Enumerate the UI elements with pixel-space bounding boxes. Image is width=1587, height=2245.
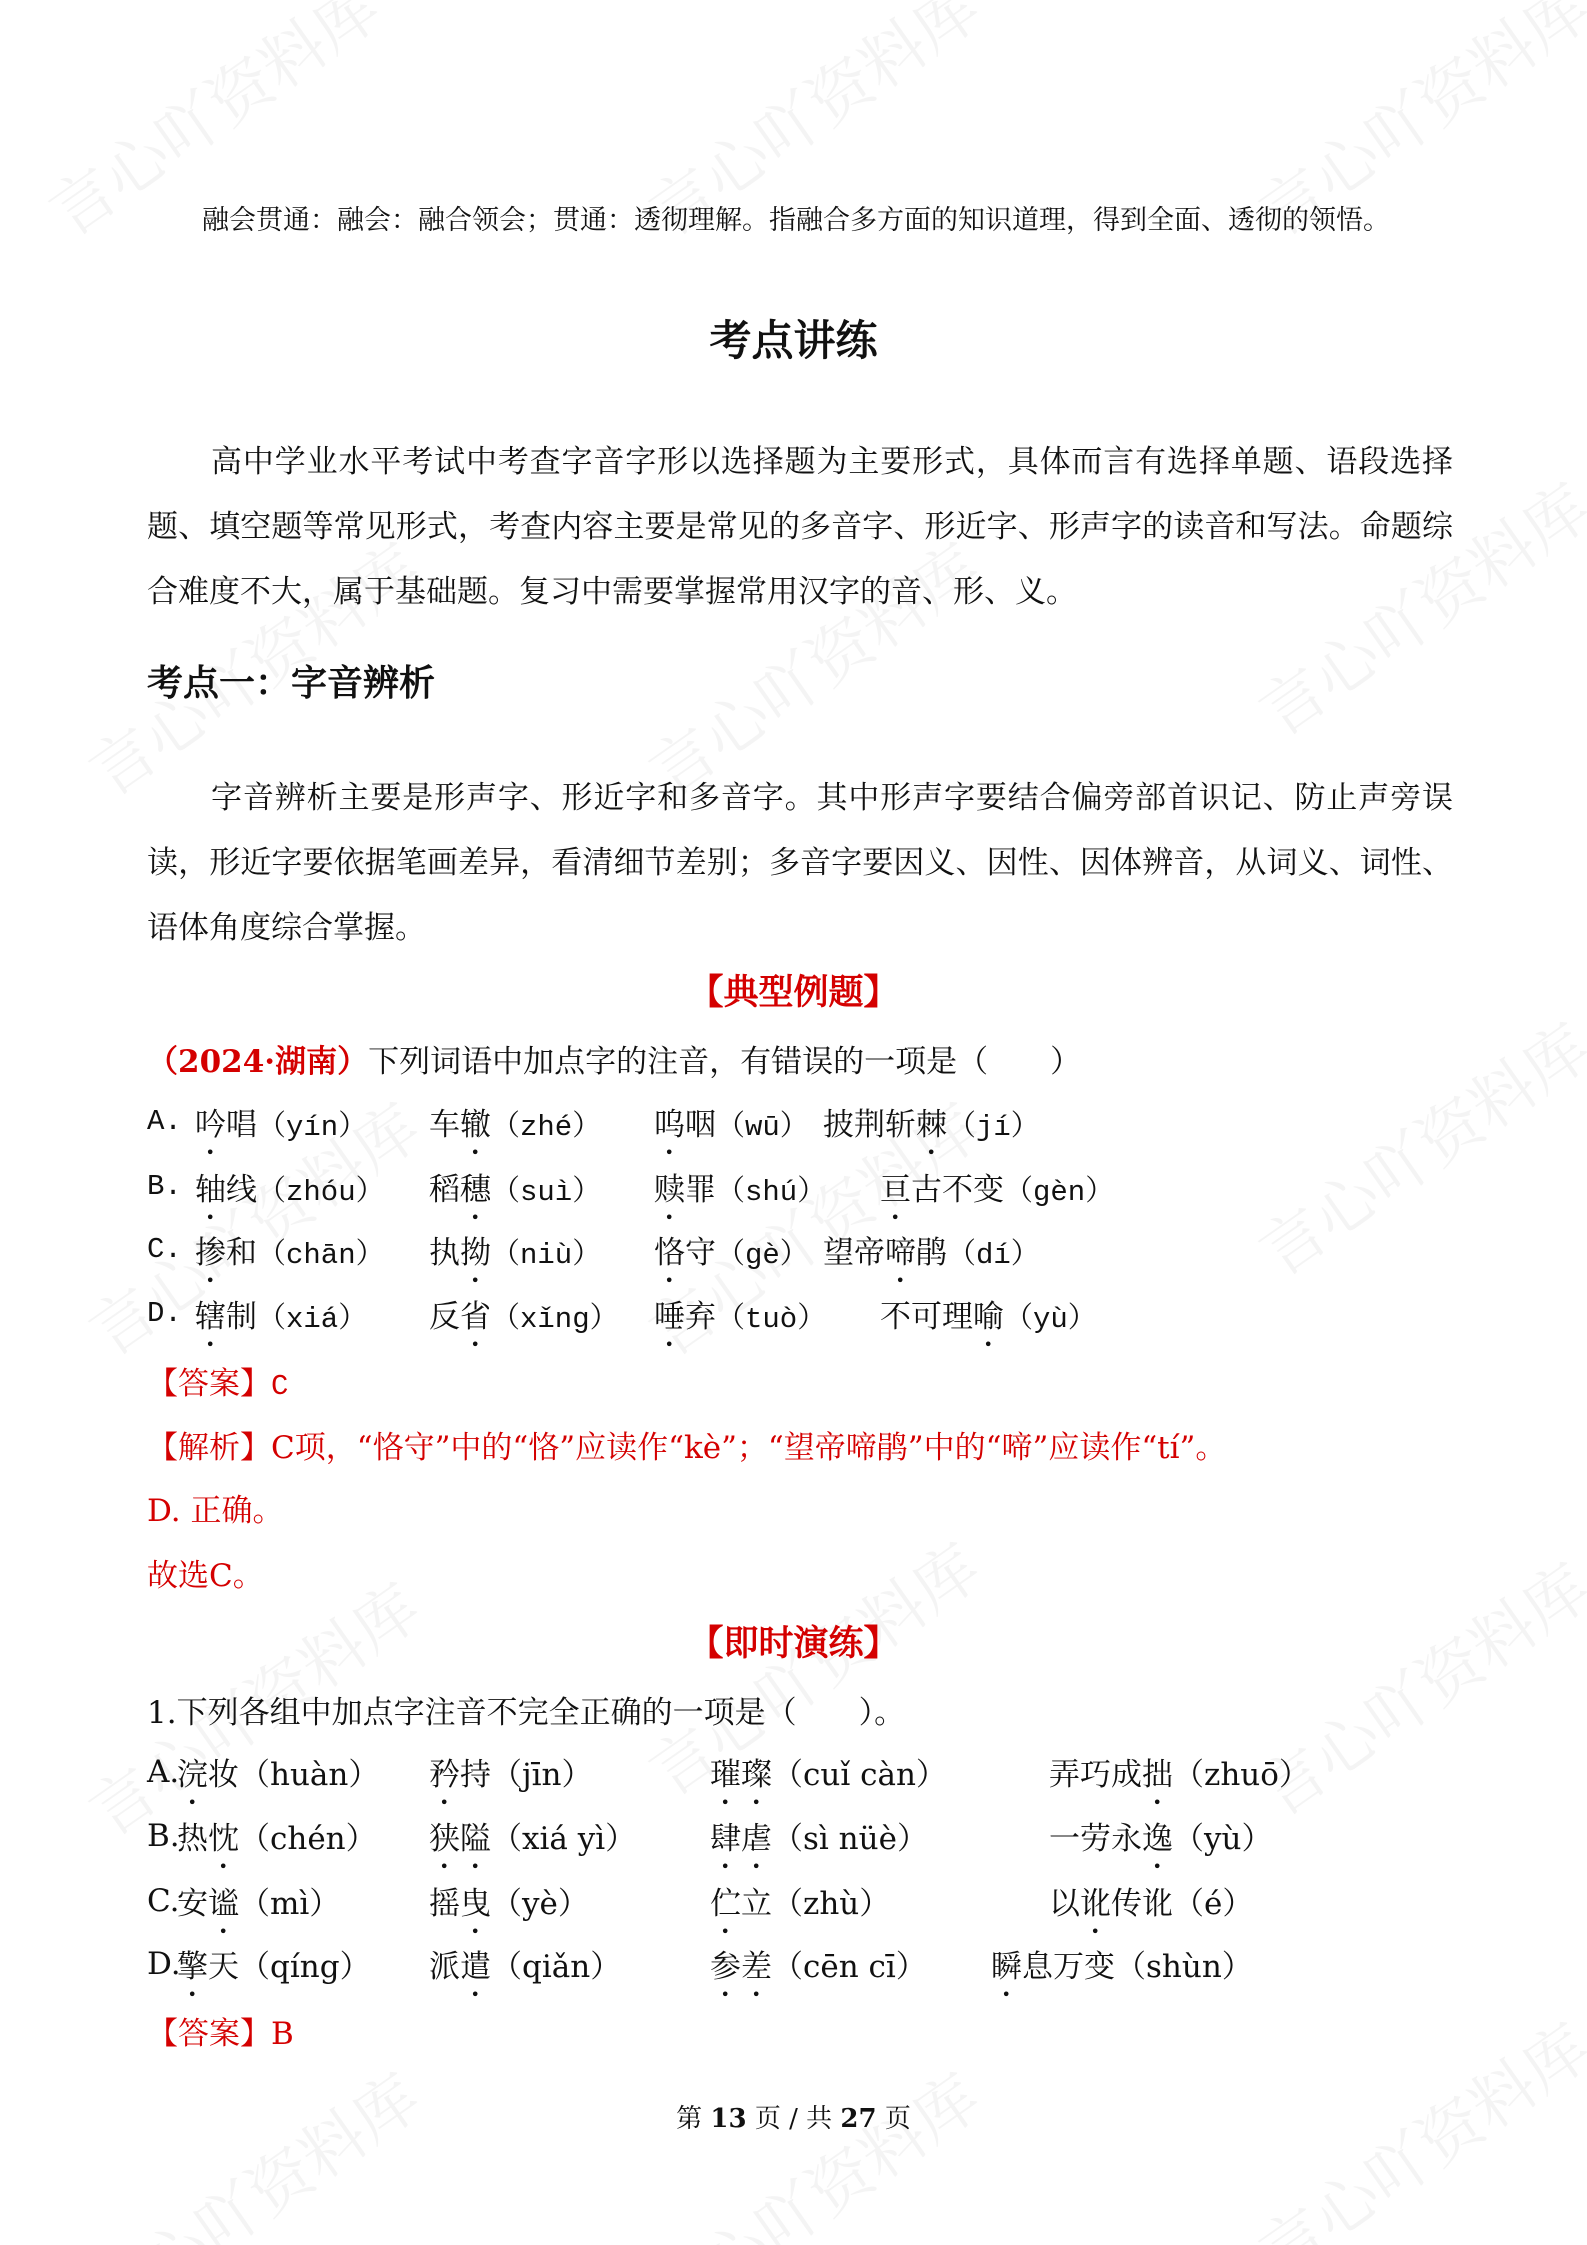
- dotted-char: 穗: [460, 1172, 491, 1208]
- watermark: [628, 2048, 995, 2245]
- dotted-char: 省: [460, 1299, 491, 1335]
- pinyin: （yè）: [491, 1886, 589, 1922]
- analysis-label: 【解析】: [147, 1430, 271, 1466]
- dotted-char: 拙: [1142, 1757, 1173, 1793]
- dotted-char: 忱: [208, 1821, 239, 1857]
- pinyin: （suì）: [491, 1176, 602, 1209]
- option-word: [654, 1299, 826, 1354]
- word-part: 妆: [208, 1757, 239, 1793]
- option-letter: A.: [147, 1754, 180, 1790]
- word-part: 唱: [226, 1107, 257, 1143]
- option-word: [429, 1821, 636, 1876]
- dotted-char: 谧: [208, 1886, 239, 1922]
- practice-label: 【即时演练】: [688, 1623, 899, 1664]
- answer-label: 【答案】: [147, 2016, 271, 2052]
- option-word: [1049, 1821, 1272, 1876]
- word-part: 弃: [685, 1299, 716, 1335]
- option-word: [823, 1107, 1040, 1162]
- option-word: [429, 1172, 601, 1227]
- word-part: 天: [208, 1949, 239, 1985]
- pinyin: （cuǐ càn）: [772, 1757, 947, 1793]
- dotted-char: 遣: [460, 1949, 491, 1985]
- dotted-char: 肆虐: [710, 1821, 772, 1857]
- dotted-char: 擎: [177, 1949, 208, 1985]
- word-part: 反: [429, 1299, 460, 1335]
- option-word: [177, 1821, 377, 1876]
- practice-answer: [147, 2016, 294, 2052]
- word-part: 鹃: [916, 1235, 947, 1271]
- pinyin: （shú）: [716, 1176, 827, 1209]
- word-part: 弄巧成: [1049, 1757, 1142, 1793]
- watermark: [1238, 998, 1587, 1294]
- option-word: [654, 1172, 826, 1227]
- pinyin: （zhóu）: [257, 1176, 385, 1209]
- dotted-char: 赎: [654, 1172, 685, 1208]
- option-word: [429, 1949, 621, 2004]
- option-word: [710, 1757, 947, 1812]
- option-word: [1049, 1757, 1310, 1812]
- dotted-char: 喻: [973, 1299, 1004, 1335]
- watermark: [68, 2048, 435, 2245]
- option-word: [429, 1757, 593, 1812]
- question-text: 下列词语中加点字的注音，有错误的一项是（ ）: [368, 1044, 1082, 1080]
- example-answer: [147, 1366, 289, 1403]
- section-paragraph: 字音辨析主要是形声字、形近字和多音字。其中形声字要结合偏旁部首识记、防止声旁误读，形近字要依据笔画差异，看清细节差别；多音字要因义、因性、因体辨音，从词义、词性、语体角度综合掌握。: [147, 780, 1453, 946]
- option-word: [429, 1886, 589, 1941]
- word-part: 安: [177, 1886, 208, 1922]
- pinyin: （cēn cī）: [772, 1949, 927, 1985]
- dotted-char: 狭隘: [429, 1821, 491, 1857]
- total-pages: 27: [840, 2104, 877, 2134]
- option-word: [429, 1235, 601, 1290]
- pinyin: （niù）: [491, 1239, 602, 1272]
- word-part: 派: [429, 1949, 460, 1985]
- example-analysis: [147, 1430, 1227, 1466]
- dotted-char: 浣: [177, 1757, 208, 1793]
- dotted-char: 辖: [195, 1299, 226, 1335]
- option-letter: B.: [147, 1170, 182, 1203]
- word-part: 守: [685, 1235, 716, 1271]
- word-part: 咽: [685, 1107, 716, 1143]
- option-letter: C.: [147, 1883, 180, 1919]
- dotted-char: 璀璨: [710, 1757, 772, 1793]
- practice-question: 1.下列各组中加点字注音不完全正确的一项是（ ）。: [147, 1695, 906, 1731]
- word-part: 热: [177, 1821, 208, 1857]
- word-part: 持: [460, 1757, 491, 1793]
- dotted-char: 伫: [710, 1886, 741, 1922]
- conclusion: 故选C。: [147, 1558, 264, 1594]
- pinyin: （xiá）: [257, 1303, 368, 1336]
- dotted-char: 瞬: [991, 1949, 1022, 1985]
- word-part: 披荆斩: [823, 1107, 916, 1143]
- word-part: 望帝: [823, 1235, 885, 1271]
- option-word: [654, 1107, 809, 1162]
- pinyin: （sì nüè）: [772, 1821, 928, 1857]
- page-title: 考点讲练: [709, 316, 878, 365]
- option-letter: C.: [147, 1233, 182, 1266]
- pinyin: （yù）: [1004, 1303, 1097, 1336]
- dotted-char: 参差: [710, 1949, 772, 1985]
- pinyin: （jí）: [947, 1111, 1040, 1144]
- current-page: 13: [710, 2104, 747, 2134]
- option-word: [429, 1299, 619, 1354]
- pinyin: （mì）: [239, 1886, 341, 1922]
- dotted-char: 曳: [460, 1886, 491, 1922]
- footer-text: 页 / 共: [754, 2104, 833, 2134]
- option-letter: A.: [147, 1105, 182, 1138]
- option-word: [710, 1821, 928, 1876]
- option-word: [654, 1235, 809, 1290]
- option-letter: D.: [147, 1946, 181, 1982]
- option-word: [880, 1172, 1114, 1227]
- pinyin: （zhù）: [772, 1886, 891, 1922]
- pinyin: （xǐng）: [491, 1303, 619, 1336]
- word-part: 稻: [429, 1172, 460, 1208]
- footer-text: 第: [676, 2104, 703, 2134]
- option-letter: D.: [147, 1297, 182, 1330]
- pinyin: （yù）: [1173, 1821, 1273, 1857]
- word-part: 传讹: [1111, 1886, 1173, 1922]
- section-heading: 考点一：字音辨析: [147, 662, 436, 704]
- word-part: 车: [429, 1107, 460, 1143]
- dotted-char: 亘: [880, 1172, 911, 1208]
- word-part: 息万变: [1022, 1949, 1115, 1985]
- pinyin: （shùn）: [1115, 1949, 1253, 1985]
- dotted-char: 恪: [654, 1235, 685, 1271]
- word-part: 摇: [429, 1886, 460, 1922]
- pinyin: （zhuō）: [1173, 1757, 1310, 1793]
- word-part: 制: [226, 1299, 257, 1335]
- dotted-char: 拗: [460, 1235, 491, 1271]
- pinyin: （dí）: [947, 1239, 1040, 1272]
- option-word: [195, 1107, 367, 1162]
- pinyin: （jīn）: [491, 1757, 593, 1793]
- pinyin: （qiǎn）: [491, 1949, 622, 1985]
- question-source: （2024·湖南）: [147, 1044, 369, 1080]
- pinyin: （xiá yì）: [491, 1821, 637, 1857]
- dotted-char: 呜: [654, 1107, 685, 1143]
- answer-value: C: [271, 1370, 289, 1403]
- answer-label: 【答案】: [147, 1366, 271, 1402]
- word-part: 和: [226, 1235, 257, 1271]
- word-part: 执: [429, 1235, 460, 1271]
- option-word: [195, 1235, 385, 1290]
- option-word: [991, 1949, 1253, 2004]
- definition-line: 融会贯通：融会：融合领会；贯通：透彻理解。指融合多方面的知识道理，得到全面、透彻的领悟。: [202, 205, 1390, 236]
- option-word: [880, 1299, 1097, 1354]
- analysis-line2: D. 正确。: [147, 1493, 284, 1529]
- option-word: [823, 1235, 1040, 1290]
- option-word: [710, 1886, 890, 1941]
- pinyin: （é）: [1173, 1886, 1254, 1922]
- dotted-char: 啼: [885, 1235, 916, 1271]
- word-part: 古不变: [911, 1172, 1004, 1208]
- example-question: [147, 1044, 1082, 1080]
- option-word: [710, 1949, 927, 2004]
- intro-paragraph: 高中学业水平考试中考查字音字形以选择题为主要形式，具体而言有选择单题、语段选择题、填空题等常见形式，考查内容主要是常见的多音字、形近字、形声字的读音和写法。命题综合难度不大，属于基础题。复习中需要掌握常用汉字的音、形、义。: [147, 444, 1453, 610]
- example-label: 【典型例题】: [688, 972, 899, 1013]
- word-part: 以: [1049, 1886, 1080, 1922]
- dotted-char: 棘: [916, 1107, 947, 1143]
- dotted-char: 吟: [195, 1107, 226, 1143]
- dotted-char: 矜: [429, 1757, 460, 1793]
- pinyin: （tuò）: [716, 1303, 827, 1336]
- option-word: [1049, 1886, 1253, 1941]
- option-letter: B.: [147, 1818, 180, 1854]
- pinyin: （yín）: [257, 1111, 368, 1144]
- option-word: [429, 1107, 601, 1162]
- dotted-char: 逸: [1142, 1821, 1173, 1857]
- footer-text: 页: [884, 2104, 911, 2134]
- dotted-char: 轴: [195, 1172, 226, 1208]
- pinyin: （gè）: [716, 1239, 809, 1272]
- word-part: 立: [741, 1886, 772, 1922]
- pinyin: （chān）: [257, 1239, 385, 1272]
- analysis-text: C项，“恪守”中的“恪”应读作“kè”；“望帝啼鹃”中的“啼”应读作“tí”。: [271, 1430, 1227, 1466]
- word-part: 一劳永: [1049, 1821, 1142, 1857]
- page-footer: [0, 2098, 1587, 2135]
- option-word: [177, 1757, 379, 1812]
- dotted-char: 掺: [195, 1235, 226, 1271]
- word-part: 线: [226, 1172, 257, 1208]
- pinyin: （wū）: [716, 1111, 809, 1144]
- pinyin: （gèn）: [1004, 1176, 1115, 1209]
- option-word: [195, 1299, 367, 1354]
- pinyin: （chén）: [239, 1821, 377, 1857]
- dotted-char: 讹: [1080, 1886, 1111, 1922]
- option-word: [177, 1949, 371, 2004]
- dotted-char: 辙: [460, 1107, 491, 1143]
- pinyin: （qíng）: [239, 1949, 371, 1985]
- word-part: 罪: [685, 1172, 716, 1208]
- answer-value: B: [271, 2016, 294, 2052]
- word-part: 不可理: [880, 1299, 973, 1335]
- pinyin: （huàn）: [239, 1757, 380, 1793]
- dotted-char: 唾: [654, 1299, 685, 1335]
- pinyin: （zhé）: [491, 1111, 602, 1144]
- option-word: [177, 1886, 340, 1941]
- option-word: [195, 1172, 385, 1227]
